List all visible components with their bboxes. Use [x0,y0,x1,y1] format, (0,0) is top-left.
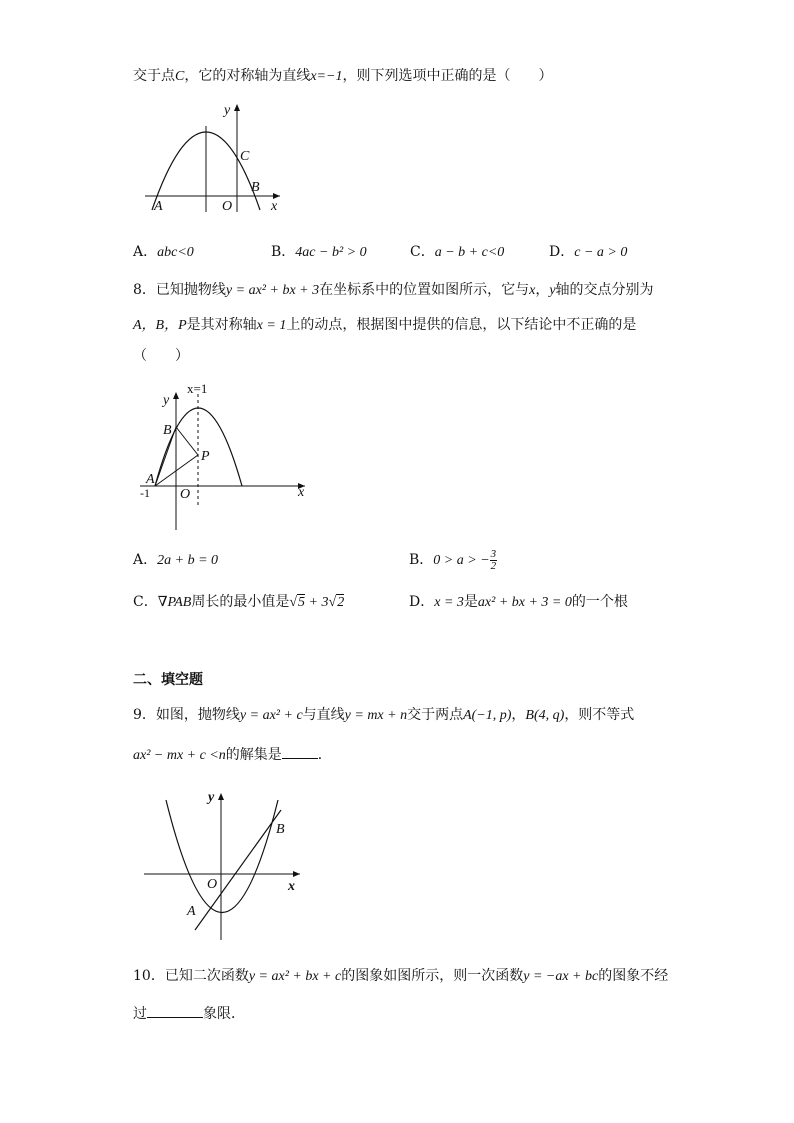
section-title-fill-in: 二、填空题 [133,672,203,688]
q7-y-arrow-icon [234,104,240,111]
q9-label-x: x [288,879,295,894]
q8-stem-line1: 8．已知抛物线y = ax² + bx + 3在坐标系中的位置如图所示，它与x，y轴的交点分别为 [133,282,654,298]
q9-x-arrow-icon [293,871,300,877]
q9-answer-blank[interactable] [282,744,318,759]
q9-label-a: A [187,904,196,919]
q8-option-d: D．x = 3是ax² + bx + 3 = 0的一个根 [409,594,628,610]
q7-option-c: C．a − b + c<0 [410,244,505,260]
q8-label-x: x [298,485,305,500]
q7-label-y: y [224,103,231,118]
q8-label-b: B [163,423,172,438]
q10-stem-line2: 过 象限． [133,1003,245,1024]
q9-line [195,810,281,930]
q8-label-axis: x=1 [187,381,208,396]
q8-label-y: y [163,393,170,408]
q9-y-arrow-icon [218,793,224,800]
q8-label-neg1: -1 [140,486,150,500]
q8-option-c: C．∇PAB周长的最小值是√5 + 3√2 [133,594,345,610]
q8-graph [135,380,315,540]
q8-option-a: A．2a + b = 0 [133,552,219,568]
q9-stem-line2: ax² − mx + c <n的解集是 ． [133,744,332,766]
q7-label-o: O [222,199,233,214]
q7-stem: 交于点C，它的对称轴为直线x=−1，则下列选项中正确的是（ ） [133,68,553,84]
q8-stem-line2: A，B，P是其对称轴x = 1上的动点，根据图中提供的信息，以下结论中不正确的是 [133,317,637,333]
q9-label-b: B [276,822,285,837]
q7-label-c: C [240,149,250,164]
q8-label-p: P [201,449,210,464]
q8-label-o: O [180,487,191,502]
q7-option-d: D．c − a > 0 [549,244,628,260]
q7-option-a: A．abc<0 [133,244,194,260]
q9-label-o: O [207,877,218,892]
q8-option-b-fraction: $\frac{3}{2}$ [490,547,497,572]
q7-label-b: B [251,180,260,195]
q8-label-a: A [146,472,155,487]
q9-graph [140,785,310,945]
q10-answer-blank[interactable] [147,1003,203,1018]
q7-option-b: B．4ac − b² > 0 [271,244,367,260]
q9-parabola [166,800,278,913]
q10-stem-line1: 10．已知二次函数y = ax² + bx + c的图象如图所示，则一次函数y = −ax + bc的图象不经 [133,968,669,984]
q7-graph [140,100,300,220]
q9-label-y: y [208,790,215,805]
q9-stem-line1: 9．如图，抛物线y = ax² + c与直线y = mx + n交于两点A(−1, p)，B(4, q)，则不等式 [133,707,635,723]
q8-y-arrow-icon [173,392,179,399]
q7-label-a: A [154,199,163,214]
q8-segment-bp [176,427,198,455]
q7-label-x: x [271,199,278,214]
q8-option-b: B．0 > a > − $\frac{3}{2}$ [409,547,497,572]
q8-stem-line3: （ ） [133,348,189,364]
